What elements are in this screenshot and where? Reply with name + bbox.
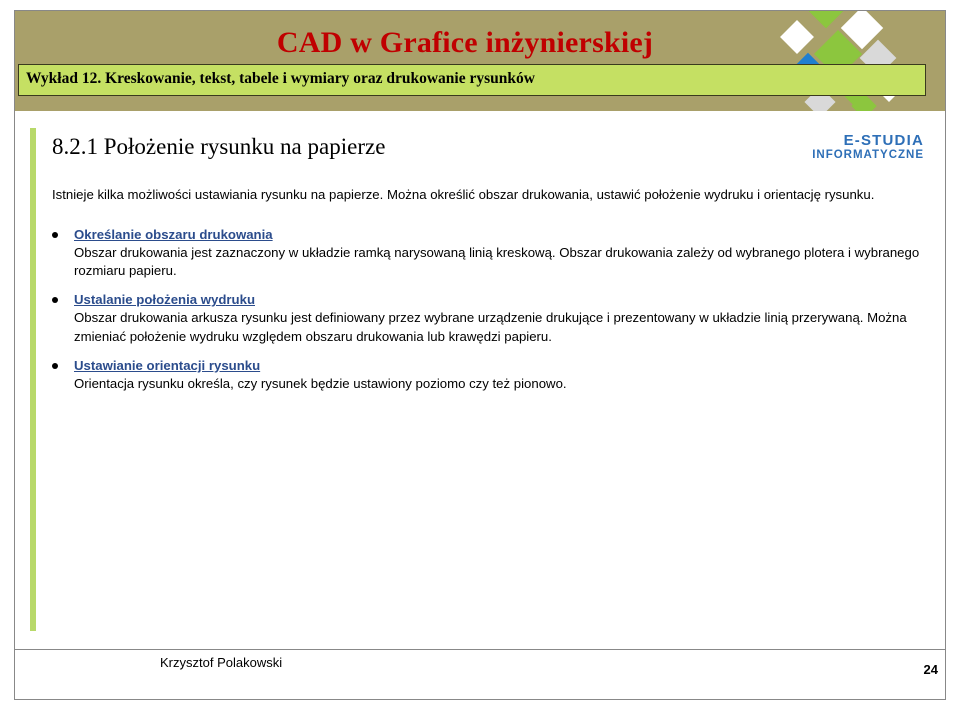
bullet-list: [52, 226, 924, 404]
section-heading: 8.2.1 Położenie rysunku na papierze: [52, 134, 386, 159]
accent-bar: [30, 128, 36, 631]
list-item-title[interactable]: Ustawianie orientacji rysunku: [74, 357, 261, 373]
footer-divider: [15, 649, 945, 650]
list-item-body: Obszar drukowania arkusza rysunku jest definiowany przez wybrane urządzenie drukujące i prezentowany w układzie linią przerywaną. Można zmieniać położenie wydruku względem obszaru drukowania lub krawędzi papieru.: [74, 310, 907, 344]
list-item: [52, 226, 924, 280]
logo-line-1: E-STUDIA: [843, 132, 924, 149]
list-item: [52, 357, 924, 393]
bullet-dot-icon: [52, 297, 58, 303]
logo-line-2: INFORMATYCZNE: [812, 149, 924, 162]
page-number: 24: [923, 662, 938, 677]
estudia-logo: [812, 132, 924, 162]
list-item-body: Obszar drukowania jest zaznaczony w układzie ramką narysowaną linią kreskową. Obszar drukowania zależy od wybranego plotera i wybranego rozmiaru papieru.: [74, 245, 920, 279]
bullet-dot-icon: [52, 232, 58, 238]
lecture-subtitle-text: Wykład 12. Kreskowanie, tekst, tabele i wymiary oraz drukowanie rysunków: [26, 70, 535, 87]
list-item-body: Orientacja rysunku określa, czy rysunek będzie ustawiony poziomo czy też pionowo.: [74, 375, 567, 391]
footer-author: Krzysztof Polakowski: [160, 655, 283, 670]
list-item: [52, 291, 924, 345]
list-item-title[interactable]: Ustalanie położenia wydruku: [74, 292, 255, 308]
list-item-title[interactable]: Określanie obszaru drukowania: [74, 227, 273, 242]
page-title: CAD w Grafice inżynierskiej: [276, 26, 654, 59]
intro-paragraph: Istnieje kilka możliwości ustawiania rysunku na papierze. Można określić obszar drukowania, ustawić położenie wydruku i orientację rysunku.: [52, 187, 875, 202]
bullet-dot-icon: [52, 363, 58, 369]
